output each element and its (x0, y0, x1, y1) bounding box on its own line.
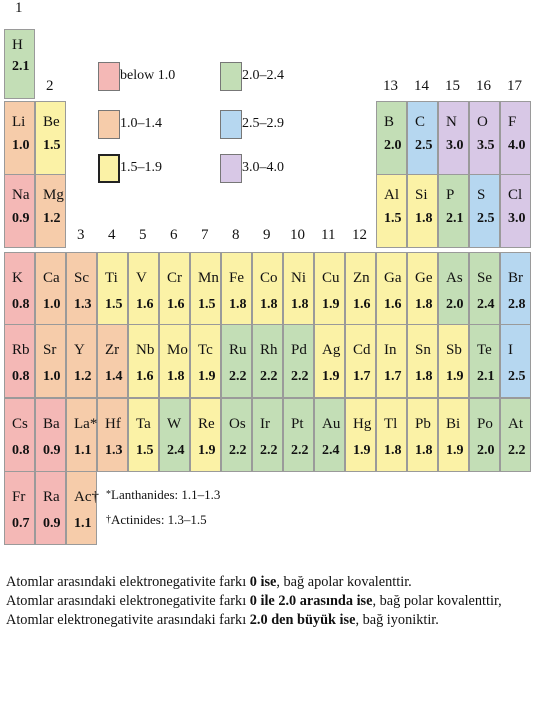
electronegativity-value: 3.5 (477, 138, 495, 153)
group-label-11: 11 (321, 227, 336, 243)
element-b (376, 101, 407, 175)
legend-label: 1.0–1.4 (120, 116, 162, 131)
element-symbol: Sc (74, 270, 89, 286)
element-pt (283, 398, 314, 472)
element-ni (283, 252, 314, 326)
caption-line-3: Atomlar elektronegativite arasındaki farkı 2.0 den büyük ise, bağ iyoniktir. (6, 612, 439, 628)
element-symbol: O (477, 114, 488, 130)
electronegativity-value: 0.7 (12, 516, 30, 531)
element-br (500, 252, 531, 326)
element-ge (407, 252, 438, 326)
element-symbol: Li (12, 114, 26, 130)
electronegativity-value: 1.9 (198, 443, 216, 458)
element-symbol: Cd (353, 342, 371, 358)
element-symbol: Mn (198, 270, 219, 286)
electronegativity-value: 2.2 (291, 369, 309, 384)
element-be (35, 101, 66, 175)
element-sb (438, 324, 469, 398)
group-label-5: 5 (139, 227, 147, 243)
electronegativity-value: 1.9 (446, 443, 464, 458)
electronegativity-value: 1.5 (136, 443, 154, 458)
element-ag (314, 324, 345, 398)
electronegativity-value: 2.2 (508, 443, 526, 458)
element-i (500, 324, 531, 398)
electronegativity-value: 1.5 (198, 297, 216, 312)
element-au (314, 398, 345, 472)
element-ti (97, 252, 128, 326)
actinides-note (106, 513, 207, 526)
element-symbol: Hf (105, 416, 121, 432)
element-al (376, 174, 407, 248)
element-symbol: As (446, 270, 463, 286)
element-symbol: In (384, 342, 397, 358)
element-symbol: Br (508, 270, 523, 286)
element-tc (190, 324, 221, 398)
electronegativity-value: 1.8 (167, 369, 185, 384)
element-os (221, 398, 252, 472)
electronegativity-value: 2.5 (477, 211, 495, 226)
caption-line-2: Atomlar arasındaki elektronegativite farkı 0 ile 2.0 arasında ise, bağ polar kovalenttir, (6, 593, 502, 609)
element-re (190, 398, 221, 472)
element-symbol: Mo (167, 342, 188, 358)
electronegativity-value: 3.0 (508, 211, 526, 226)
element-symbol: Rb (12, 342, 30, 358)
element-te (469, 324, 500, 398)
electronegativity-value: 2.5 (415, 138, 433, 153)
electronegativity-value: 1.9 (446, 369, 464, 384)
element-symbol: H (12, 37, 23, 53)
element-symbol: I (508, 342, 513, 358)
electronegativity-value: 1.0 (43, 297, 61, 312)
lanthanides-mark: * (106, 489, 111, 500)
electronegativity-value: 0.9 (43, 443, 61, 458)
element-symbol: Ni (291, 270, 306, 286)
element-ir (252, 398, 283, 472)
electronegativity-value: 1.6 (384, 297, 402, 312)
electronegativity-value: 1.0 (12, 138, 30, 153)
group-label-14: 14 (414, 78, 429, 94)
element-symbol: Cu (322, 270, 340, 286)
electronegativity-value: 3.0 (446, 138, 464, 153)
element-symbol: Ru (229, 342, 247, 358)
electronegativity-value: 1.8 (415, 369, 433, 384)
element-symbol: At (508, 416, 523, 432)
element-sn (407, 324, 438, 398)
element-pb (407, 398, 438, 472)
element-symbol: Fr (12, 489, 26, 505)
legend-label: 1.5–1.9 (120, 160, 162, 175)
element-mo (159, 324, 190, 398)
element-s (469, 174, 500, 248)
electronegativity-value: 1.5 (43, 138, 61, 153)
element-c (407, 101, 438, 175)
caption-text (6, 573, 530, 630)
element-symbol: Be (43, 114, 60, 130)
electronegativity-value: 1.6 (136, 369, 154, 384)
element-symbol: Te (477, 342, 492, 358)
element-symbol: Co (260, 270, 278, 286)
element-po (469, 398, 500, 472)
electronegativity-value: 1.6 (167, 297, 185, 312)
element-cs (4, 398, 35, 472)
group-label-12: 12 (352, 227, 367, 243)
element-ra (35, 471, 66, 545)
legend-swatch (220, 62, 242, 91)
legend-swatch (98, 62, 120, 91)
element-fr (4, 471, 35, 545)
element-ta (128, 398, 159, 472)
electronegativity-value: 0.8 (12, 369, 30, 384)
electronegativity-value: 4.0 (508, 138, 526, 153)
element-ac (66, 471, 97, 545)
group-label-2: 2 (46, 78, 54, 94)
electronegativity-value: 2.0 (446, 297, 464, 312)
element-symbol: Mg (43, 187, 64, 203)
element-symbol: Ta (136, 416, 151, 432)
element-symbol: Ti (105, 270, 118, 286)
element-ba (35, 398, 66, 472)
element-co (252, 252, 283, 326)
element-symbol: Cr (167, 270, 182, 286)
element-symbol: V (136, 270, 147, 286)
electronegativity-value: 2.0 (384, 138, 402, 153)
element-at (500, 398, 531, 472)
element-se (469, 252, 500, 326)
element-symbol: W (167, 416, 182, 432)
element-symbol: Se (477, 270, 492, 286)
element-tl (376, 398, 407, 472)
electronegativity-value: 1.2 (43, 211, 61, 226)
group-label-3: 3 (77, 227, 85, 243)
element-zn (345, 252, 376, 326)
electronegativity-value: 1.4 (105, 369, 123, 384)
electronegativity-value: 1.8 (415, 443, 433, 458)
element-symbol: Sb (446, 342, 462, 358)
electronegativity-value: 1.6 (353, 297, 371, 312)
element-symbol: Cl (508, 187, 523, 203)
element-symbol: Po (477, 416, 493, 432)
element-mn (190, 252, 221, 326)
element-cd (345, 324, 376, 398)
actinides-text: Actinides: 1.3–1.5 (111, 512, 207, 527)
electronegativity-value: 1.8 (260, 297, 278, 312)
lanthanides-note (106, 488, 220, 501)
element-symbol: La* (74, 416, 98, 432)
legend-label: below 1.0 (120, 68, 176, 83)
element-symbol: Pt (291, 416, 304, 432)
element-f (500, 101, 531, 175)
electronegativity-value: 1.1 (74, 516, 92, 531)
element-symbol: Ca (43, 270, 60, 286)
group-label-4: 4 (108, 227, 116, 243)
element-li (4, 101, 35, 175)
electronegativity-value: 1.5 (105, 297, 123, 312)
actinides-mark: † (106, 514, 111, 525)
group-label-8: 8 (232, 227, 240, 243)
electronegativity-value: 1.8 (415, 297, 433, 312)
electronegativity-value: 0.9 (12, 211, 30, 226)
electronegativity-value: 1.9 (322, 369, 340, 384)
element-symbol: B (384, 114, 395, 130)
electronegativity-value: 1.1 (74, 443, 92, 458)
electronegativity-value: 2.2 (229, 443, 247, 458)
group-label-10: 10 (290, 227, 305, 243)
electronegativity-value: 2.4 (322, 443, 340, 458)
electronegativity-value: 1.5 (384, 211, 402, 226)
element-symbol: K (12, 270, 23, 286)
electronegativity-value: 2.1 (477, 369, 495, 384)
element-symbol: Sn (415, 342, 431, 358)
element-symbol: Si (415, 187, 428, 203)
element-sr (35, 324, 66, 398)
element-symbol: Nb (136, 342, 155, 358)
electronegativity-value: 2.2 (229, 369, 247, 384)
element-symbol: Cs (12, 416, 28, 432)
lanthanides-text: Lanthanides: 1.1–1.3 (111, 487, 221, 502)
electronegativity-value: 1.9 (322, 297, 340, 312)
group-label-16: 16 (476, 78, 491, 94)
element-symbol: Ir (260, 416, 270, 432)
element-symbol: Zn (353, 270, 370, 286)
electronegativity-value: 2.5 (508, 369, 526, 384)
element-fe (221, 252, 252, 326)
group-label-17: 17 (507, 78, 522, 94)
element-h (4, 29, 35, 99)
element-symbol: Fe (229, 270, 244, 286)
electronegativity-value: 1.8 (415, 211, 433, 226)
element-cl (500, 174, 531, 248)
element-symbol: Ga (384, 270, 402, 286)
electronegativity-value: 1.7 (353, 369, 371, 384)
element-symbol: Pd (291, 342, 307, 358)
element-symbol: Na (12, 187, 30, 203)
electronegativity-value: 2.1 (446, 211, 464, 226)
legend-label: 2.0–2.4 (242, 68, 284, 83)
element-hf (97, 398, 128, 472)
element-symbol: Tl (384, 416, 398, 432)
element-hg (345, 398, 376, 472)
electronegativity-value: 1.8 (384, 443, 402, 458)
electronegativity-value: 1.9 (353, 443, 371, 458)
electronegativity-value: 1.3 (105, 443, 123, 458)
electronegativity-value: 2.0 (477, 443, 495, 458)
element-symbol: Re (198, 416, 215, 432)
electronegativity-value: 2.4 (477, 297, 495, 312)
element-symbol: Ba (43, 416, 60, 432)
electronegativity-value: 2.2 (260, 369, 278, 384)
element-la (66, 398, 97, 472)
electronegativity-value: 2.2 (260, 443, 278, 458)
electronegativity-value: 1.8 (291, 297, 309, 312)
element-rh (252, 324, 283, 398)
element-ca (35, 252, 66, 326)
element-symbol: C (415, 114, 426, 130)
element-symbol: Zr (105, 342, 120, 358)
element-symbol: F (508, 114, 517, 130)
element-symbol: Tc (198, 342, 213, 358)
element-ru (221, 324, 252, 398)
electronegativity-value: 1.6 (136, 297, 154, 312)
group-label-15: 15 (445, 78, 460, 94)
electronegativity-value: 0.8 (12, 297, 30, 312)
element-mg (35, 174, 66, 248)
electronegativity-value: 1.0 (43, 369, 61, 384)
group-label-7: 7 (201, 227, 209, 243)
element-nb (128, 324, 159, 398)
element-symbol: Y (74, 342, 85, 358)
element-si (407, 174, 438, 248)
element-symbol: Al (384, 187, 399, 203)
element-symbol: Ac† (74, 489, 99, 505)
legend-swatch (220, 154, 242, 183)
element-n (438, 101, 469, 175)
element-symbol: Rh (260, 342, 278, 358)
element-symbol: Ge (415, 270, 433, 286)
element-y (66, 324, 97, 398)
element-sc (66, 252, 97, 326)
caption-line-1: Atomlar arasındaki elektronegativite farkı 0 ise, bağ apolar kovalenttir. (6, 574, 412, 590)
electronegativity-value: 1.9 (198, 369, 216, 384)
electronegativity-value: 1.3 (74, 297, 92, 312)
element-v (128, 252, 159, 326)
element-rb (4, 324, 35, 398)
element-symbol: Ra (43, 489, 60, 505)
legend-label: 3.0–4.0 (242, 160, 284, 175)
legend-swatch (220, 110, 242, 139)
legend-swatch (98, 154, 120, 183)
electronegativity-value: 1.2 (74, 369, 92, 384)
element-bi (438, 398, 469, 472)
electronegativity-value: 1.8 (229, 297, 247, 312)
group-label-6: 6 (170, 227, 178, 243)
electronegativity-value: 2.4 (167, 443, 185, 458)
electronegativity-value: 1.7 (384, 369, 402, 384)
element-na (4, 174, 35, 248)
group-label-1: 1 (15, 0, 23, 16)
element-symbol: Bi (446, 416, 461, 432)
element-symbol: Au (322, 416, 341, 432)
group-label-9: 9 (263, 227, 271, 243)
element-pd (283, 324, 314, 398)
element-ga (376, 252, 407, 326)
element-p (438, 174, 469, 248)
element-symbol: Ag (322, 342, 341, 358)
electronegativity-value: 2.8 (508, 297, 526, 312)
electronegativity-value: 0.8 (12, 443, 30, 458)
electronegativity-value: 2.2 (291, 443, 309, 458)
element-o (469, 101, 500, 175)
element-cu (314, 252, 345, 326)
element-in (376, 324, 407, 398)
legend-swatch (98, 110, 120, 139)
legend-label: 2.5–2.9 (242, 116, 284, 131)
element-symbol: S (477, 187, 486, 203)
element-symbol: Sr (43, 342, 57, 358)
group-label-13: 13 (383, 78, 398, 94)
element-as (438, 252, 469, 326)
element-symbol: Pb (415, 416, 431, 432)
element-symbol: P (446, 187, 455, 203)
element-k (4, 252, 35, 326)
element-symbol: Hg (353, 416, 372, 432)
electronegativity-value: 2.1 (12, 59, 30, 74)
element-w (159, 398, 190, 472)
element-symbol: Os (229, 416, 246, 432)
element-symbol: N (446, 114, 457, 130)
electronegativity-value: 0.9 (43, 516, 61, 531)
element-cr (159, 252, 190, 326)
element-zr (97, 324, 128, 398)
